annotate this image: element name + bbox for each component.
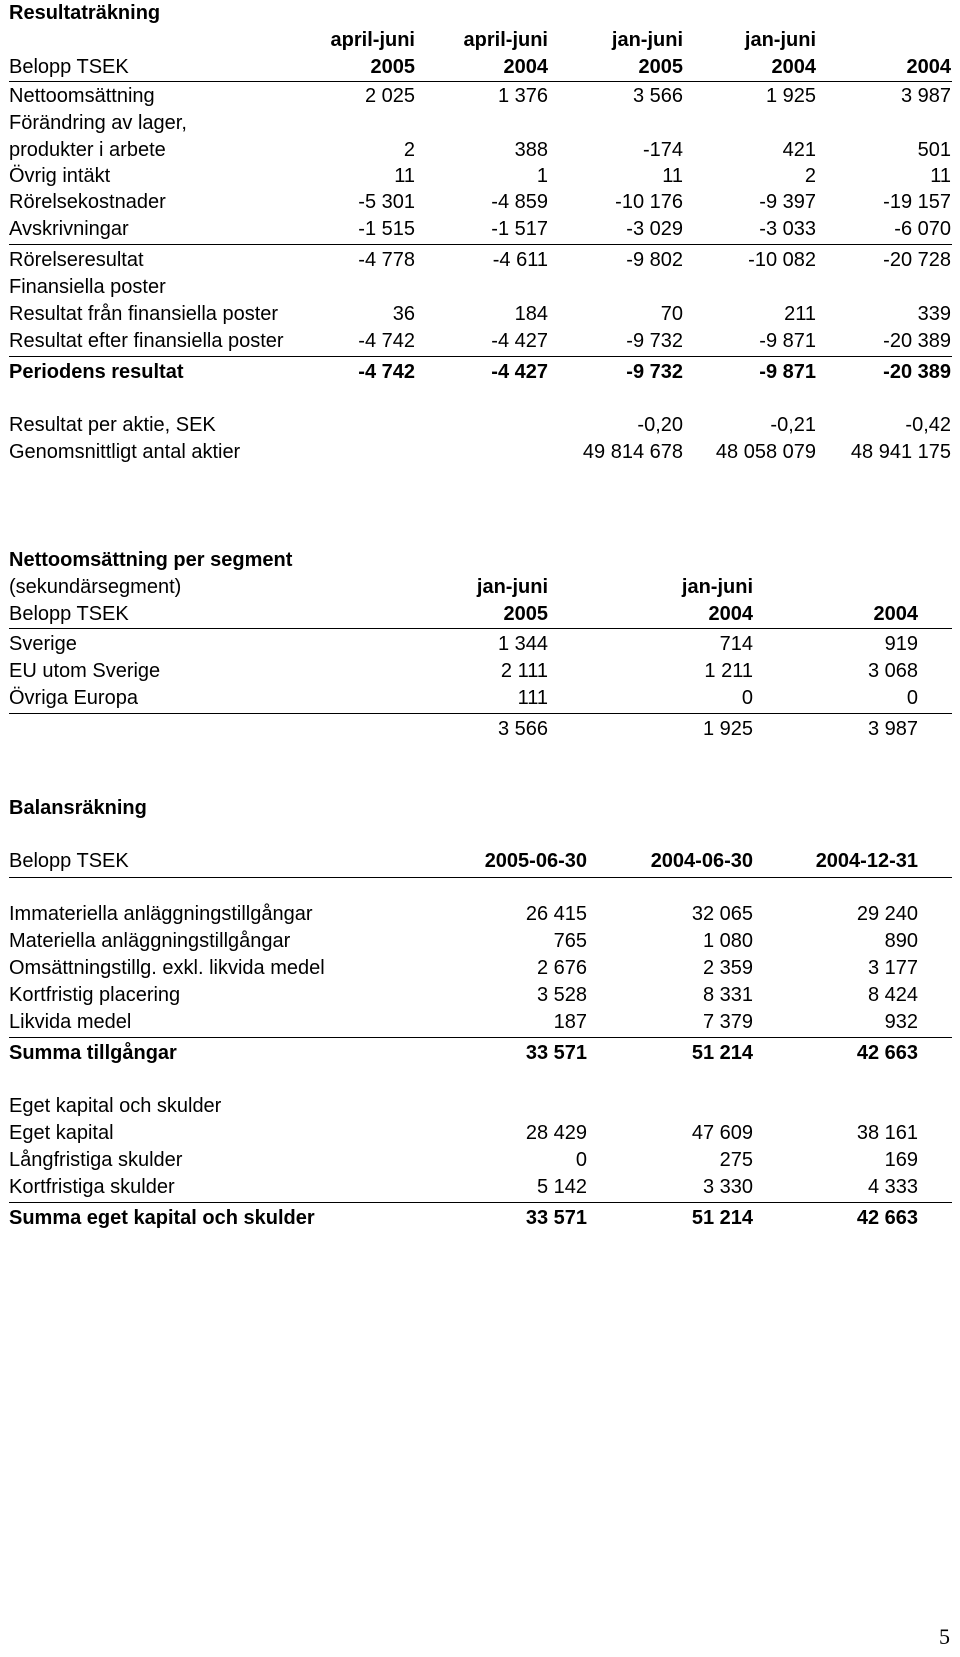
balance-title: Balansräkning: [9, 797, 147, 819]
balance-row-label: Omsättningstillg. exkl. likvida medel: [9, 957, 325, 979]
balance-cell: 33 571: [525, 1207, 587, 1229]
income-cell: 11: [394, 165, 415, 187]
balance-cell: 26 415: [525, 903, 587, 925]
income-cell: -10 082: [748, 249, 816, 271]
balance-col-date: 2004-12-31: [815, 850, 918, 872]
income-cell: -4 742: [358, 330, 415, 352]
income-row-label: Finansiella poster: [9, 276, 166, 298]
income-cell: 49 814 678: [582, 441, 683, 463]
balance-cell: 51 214: [691, 1207, 753, 1229]
segment-title: Nettoomsättning per segment: [9, 549, 293, 571]
income-cell: -20 389: [883, 361, 951, 383]
segment-cell: 0: [906, 687, 918, 709]
income-cell: 48 058 079: [715, 441, 816, 463]
balance-row-label: Kortfristiga skulder: [9, 1176, 175, 1198]
income-row-label: Övrig intäkt: [9, 165, 111, 187]
income-row-label: Avskrivningar: [9, 218, 129, 240]
income-cell: -6 070: [894, 218, 951, 240]
income-cell: 3 987: [900, 85, 951, 107]
income-cell: -9 802: [626, 249, 683, 271]
balance-cell: 42 663: [856, 1042, 918, 1064]
income-cell: 70: [660, 303, 683, 325]
balance-unit-label: Belopp TSEK: [9, 850, 129, 872]
income-cell: -0,21: [770, 414, 816, 436]
balance-row-label: Materiella anläggningstillgångar: [9, 930, 291, 952]
segment-total-cell: 1 925: [702, 718, 753, 740]
balance-cell: 5 142: [536, 1176, 587, 1198]
income-cell: -174: [642, 139, 683, 161]
segment-cell: 2 111: [500, 660, 548, 682]
income-cell: -1 517: [491, 218, 548, 240]
income-cell: -4 742: [358, 361, 415, 383]
balance-row-label: Likvida medel: [9, 1011, 132, 1033]
income-cell: -19 157: [883, 191, 951, 213]
income-title: Resultaträkning: [9, 2, 161, 24]
income-header-rule: [9, 81, 952, 82]
segment-row-label: Övriga Europa: [9, 687, 138, 709]
income-cell: -4 427: [491, 361, 548, 383]
balance-header-rule: [9, 877, 952, 878]
income-cell: -20 389: [883, 330, 951, 352]
segment-unit-label: Belopp TSEK: [9, 603, 129, 625]
balance-cell: 8 331: [702, 984, 753, 1006]
balance-cell: 2 676: [536, 957, 587, 979]
income-row-label: Resultat efter finansiella poster: [9, 330, 284, 352]
income-row-label: Rörelsekostnader: [9, 191, 166, 213]
balance-cell: 29 240: [856, 903, 918, 925]
page-number: 5: [939, 1624, 950, 1649]
income-cell: -0,20: [637, 414, 683, 436]
income-cell: 184: [514, 303, 548, 325]
income-cell: -9 871: [759, 361, 816, 383]
balance-cell: 4 333: [867, 1176, 918, 1198]
income-cell: -1 515: [358, 218, 415, 240]
balance-cell: 3 330: [702, 1176, 753, 1198]
segment-subtitle: (sekundärsegment): [9, 576, 182, 598]
balance-col-date: 2005-06-30: [484, 850, 587, 872]
balance-assets-rule: [9, 1037, 952, 1038]
income-row-label: Genomsnittligt antal aktier: [9, 441, 241, 463]
income-cell: -4 611: [492, 249, 548, 271]
balance-col-date: 2004-06-30: [650, 850, 753, 872]
income-subtotal-rule: [9, 244, 952, 245]
income-cell: -9 732: [626, 361, 683, 383]
balance-cell: 2 359: [702, 957, 753, 979]
balance-cell: 932: [884, 1011, 918, 1033]
balance-cell: 187: [553, 1011, 587, 1033]
income-cell: -4 427: [491, 330, 548, 352]
balance-cell: 32 065: [691, 903, 753, 925]
income-cell: 2: [403, 139, 415, 161]
income-cell: -9 397: [759, 191, 816, 213]
balance-row-label: Immateriella anläggningstillgångar: [9, 903, 313, 925]
income-row-label: Resultat per aktie, SEK: [9, 414, 216, 436]
balance-cell: 51 214: [691, 1042, 753, 1064]
income-cell: -20 728: [883, 249, 951, 271]
income-row-label: Resultat från finansiella poster: [9, 303, 279, 325]
balance-cell: 33 571: [525, 1042, 587, 1064]
income-unit-label: Belopp TSEK: [9, 56, 129, 78]
balance-row-label: Eget kapital och skulder: [9, 1095, 222, 1117]
segment-total-rule: [9, 713, 952, 714]
balance-cell: 47 609: [691, 1122, 753, 1144]
segment-total-cell: 3 987: [867, 718, 918, 740]
balance-row-label: Summa eget kapital och skulder: [9, 1207, 315, 1229]
segment-cell: 714: [719, 633, 753, 655]
segment-cell: 1 344: [497, 633, 548, 655]
income-cell: 2: [804, 165, 816, 187]
income-cell: 1 376: [497, 85, 548, 107]
income-cell: -9 732: [626, 330, 683, 352]
income-col-year: 2005: [638, 56, 683, 78]
balance-cell: 42 663: [856, 1207, 918, 1229]
segment-row-label: Sverige: [9, 633, 77, 655]
balance-row-label: Summa tillgångar: [9, 1042, 177, 1064]
balance-row-label: Kortfristig placering: [9, 984, 181, 1006]
balance-total-rule: [9, 1202, 952, 1203]
segment-cell: 111: [517, 687, 548, 709]
income-row-label: produkter i arbete: [9, 139, 166, 161]
income-row-label: Periodens resultat: [9, 361, 184, 383]
income-col-period: april-juni: [330, 29, 415, 51]
segment-total-cell: 3 566: [497, 718, 548, 740]
balance-cell: 8 424: [867, 984, 918, 1006]
segment-header-rule: [9, 628, 952, 629]
income-cell: 36: [392, 303, 415, 325]
balance-cell: 38 161: [856, 1122, 918, 1144]
segment-row-label: EU utom Sverige: [9, 660, 161, 682]
income-col-year: 2004: [906, 56, 951, 78]
income-cell: -0,42: [905, 414, 951, 436]
income-cell: 501: [917, 139, 951, 161]
balance-cell: 1 080: [702, 930, 753, 952]
balance-row-label: Långfristiga skulder: [9, 1149, 183, 1171]
segment-col-year: 2004: [708, 603, 753, 625]
income-col-period: jan-juni: [744, 29, 816, 51]
income-cell: -4 859: [491, 191, 548, 213]
income-cell: 3 566: [632, 85, 683, 107]
segment-col-period: jan-juni: [476, 576, 548, 598]
income-row-label: Förändring av lager,: [9, 112, 187, 134]
income-col-period: jan-juni: [611, 29, 683, 51]
income-cell: 421: [782, 139, 816, 161]
income-cell: 2 025: [364, 85, 415, 107]
segment-col-period: jan-juni: [681, 576, 753, 598]
segment-col-year: 2005: [503, 603, 548, 625]
income-cell: -3 029: [626, 218, 683, 240]
balance-cell: 275: [719, 1149, 753, 1171]
income-col-period: april-juni: [463, 29, 548, 51]
income-cell: 1 925: [765, 85, 816, 107]
income-col-year: 2004: [771, 56, 816, 78]
balance-cell: 169: [884, 1149, 918, 1171]
segment-cell: 0: [741, 687, 753, 709]
balance-cell: 7 379: [702, 1011, 753, 1033]
segment-col-year: 2004: [873, 603, 918, 625]
income-row-label: Rörelseresultat: [9, 249, 144, 271]
income-cell: -3 033: [759, 218, 816, 240]
balance-cell: 890: [884, 930, 918, 952]
income-total-rule: [9, 356, 952, 357]
income-cell: 11: [662, 165, 683, 187]
balance-cell: 0: [575, 1149, 587, 1171]
income-col-year: 2004: [503, 56, 548, 78]
income-cell: 339: [917, 303, 951, 325]
income-cell: -5 301: [358, 191, 415, 213]
income-cell: 388: [514, 139, 548, 161]
income-cell: -10 176: [615, 191, 683, 213]
segment-cell: 1 211: [704, 660, 753, 682]
segment-cell: 919: [884, 633, 918, 655]
balance-row-label: Eget kapital: [9, 1122, 114, 1144]
income-cell: 48 941 175: [850, 441, 951, 463]
balance-cell: 765: [553, 930, 587, 952]
balance-cell: 28 429: [525, 1122, 587, 1144]
segment-cell: 3 068: [867, 660, 918, 682]
balance-cell: 3 528: [536, 984, 587, 1006]
income-row-label: Nettoomsättning: [9, 85, 155, 107]
income-cell: -9 871: [759, 330, 816, 352]
income-cell: 1: [536, 165, 548, 187]
income-col-year: 2005: [370, 56, 415, 78]
balance-cell: 3 177: [867, 957, 918, 979]
income-cell: 11: [930, 165, 951, 187]
income-cell: -4 778: [358, 249, 415, 271]
income-cell: 211: [784, 303, 816, 325]
